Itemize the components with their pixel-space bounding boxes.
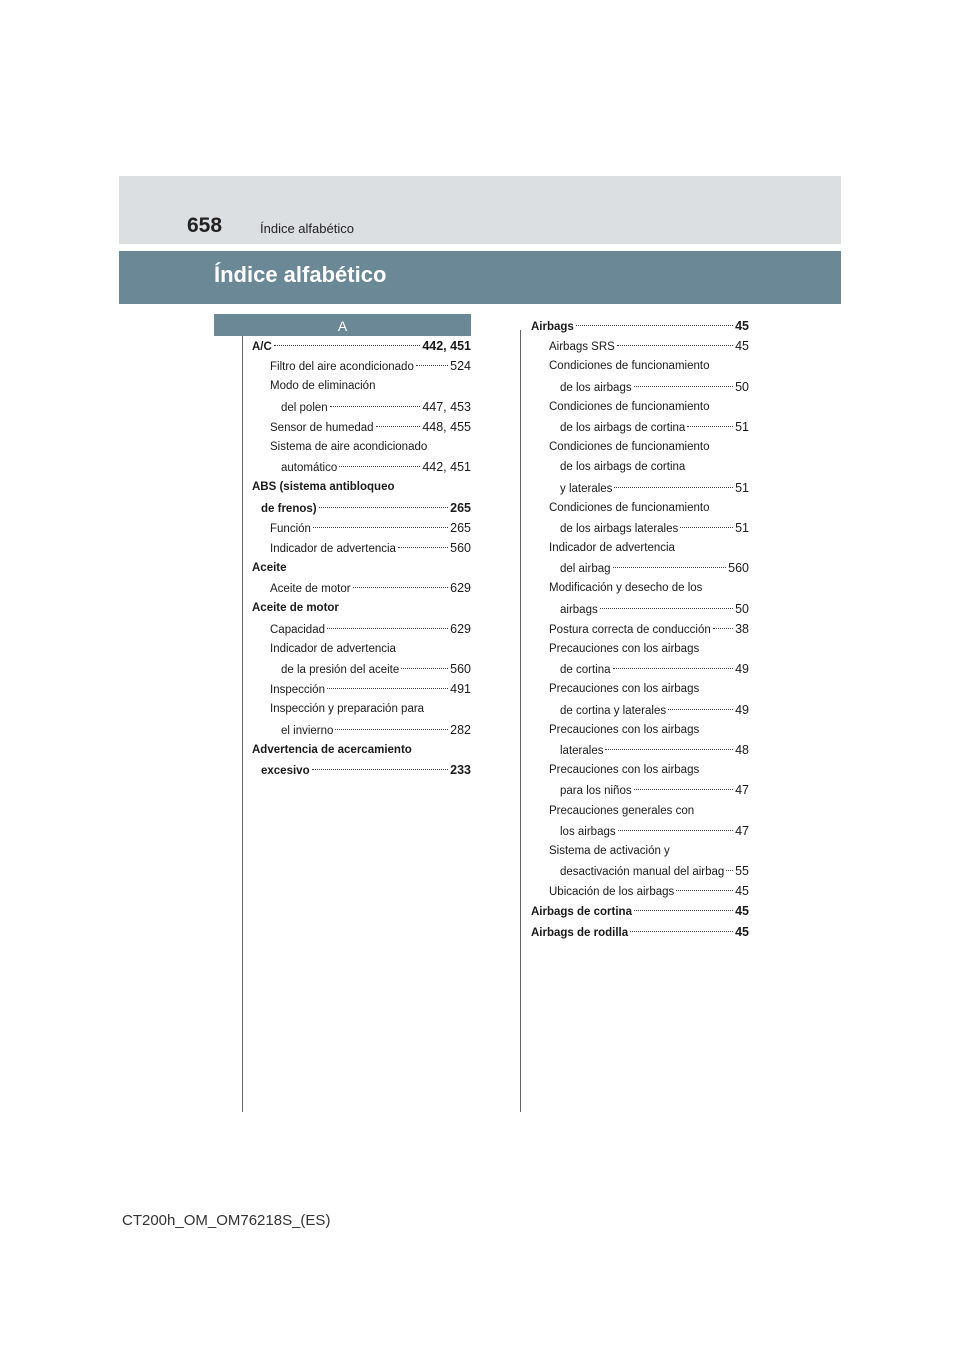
dot-leader <box>339 466 420 467</box>
index-entry <box>531 538 749 558</box>
dot-leader <box>614 487 733 488</box>
index-entry-term: Precauciones con los airbags <box>549 764 700 777</box>
dot-leader <box>398 547 448 548</box>
dot-leader <box>401 668 448 669</box>
dot-leader <box>713 628 733 629</box>
index-entry-term: Inspección y preparación para <box>270 703 425 716</box>
dot-leader <box>274 345 421 346</box>
page-title: Índice alfabético <box>214 262 387 287</box>
page-number: 658 <box>187 214 223 237</box>
dot-leader <box>618 830 733 831</box>
index-entry <box>531 821 749 841</box>
index-entry-page: 47 <box>735 783 749 798</box>
index-entry <box>252 356 471 376</box>
index-entry-page: 50 <box>735 379 749 394</box>
index-entry-page: 48 <box>735 742 749 757</box>
index-entry-page: 49 <box>735 702 749 717</box>
index-entry <box>252 740 471 760</box>
index-entry <box>252 558 471 578</box>
header-band <box>119 176 841 244</box>
index-entry-term: Precauciones generales con <box>549 804 695 817</box>
index-entry-term: Función <box>270 522 311 535</box>
index-entry-page: 524 <box>450 359 471 374</box>
index-entry-page: 442, 451 <box>422 339 471 353</box>
index-entry <box>531 397 749 417</box>
index-entry <box>252 477 471 497</box>
dot-leader <box>687 426 733 427</box>
index-entry-term: Modificación y desecho de los <box>549 582 703 595</box>
dot-leader <box>327 628 448 629</box>
dot-leader <box>313 527 448 528</box>
index-entry <box>252 639 471 659</box>
right-column-rule <box>520 330 521 1112</box>
index-entry-term: Condiciones de funcionamiento <box>549 400 710 413</box>
index-entry-term: Airbags <box>531 321 574 333</box>
index-entry-page: 447, 453 <box>422 399 471 414</box>
index-entry <box>252 437 471 457</box>
right-index-column <box>531 316 749 942</box>
index-entry <box>252 619 471 639</box>
dot-leader <box>319 507 449 508</box>
index-entry-page: 45 <box>735 319 749 333</box>
index-entry-term: Condiciones de funcionamiento <box>549 441 710 454</box>
index-entry <box>252 417 471 437</box>
index-entry <box>531 619 749 639</box>
dot-leader <box>613 567 727 568</box>
index-entry-term: Indicador de advertencia <box>549 542 675 555</box>
index-entry-page: 560 <box>450 662 471 676</box>
dot-leader <box>327 688 448 689</box>
index-entry <box>252 699 471 719</box>
index-entry-page: 629 <box>450 581 471 596</box>
index-entry-page: 233 <box>450 762 471 777</box>
index-entry <box>531 316 749 336</box>
index-entry-page: 49 <box>735 662 749 677</box>
index-entry-term: de cortina <box>560 664 611 677</box>
left-column-rule <box>242 330 243 1112</box>
dot-leader <box>680 527 733 528</box>
index-entry <box>531 659 749 679</box>
dot-leader <box>330 406 421 407</box>
index-entry <box>531 437 749 457</box>
index-entry-term: excesivo <box>261 764 310 777</box>
index-entry-page: 560 <box>450 540 471 555</box>
index-entry <box>531 599 749 619</box>
index-entry-page: 45 <box>735 924 749 939</box>
index-entry <box>531 417 749 437</box>
dot-leader <box>634 910 733 911</box>
index-entry-page: 45 <box>735 904 749 919</box>
index-entry-term: Postura correcta de conducción <box>549 623 711 636</box>
dot-leader <box>376 426 421 427</box>
dot-leader <box>605 749 733 750</box>
index-entry <box>531 558 749 578</box>
index-entry-term: del polen <box>281 401 328 414</box>
index-entry <box>531 578 749 598</box>
index-entry <box>252 518 471 538</box>
index-entry <box>531 336 749 356</box>
index-entry-page: 45 <box>735 339 749 354</box>
index-entry-page: 55 <box>735 864 749 879</box>
index-entry <box>252 498 471 518</box>
left-index-column <box>252 336 471 780</box>
index-entry-term: de los airbags laterales <box>560 522 679 535</box>
index-entry-page: 629 <box>450 621 471 636</box>
index-entry-term: Ubicación de los airbags <box>549 886 675 899</box>
index-entry-term: Filtro del aire acondicionado <box>270 361 414 374</box>
index-entry <box>531 639 749 659</box>
index-entry-page: 560 <box>728 561 749 576</box>
index-entry <box>252 538 471 558</box>
index-entry-term: Indicador de advertencia <box>270 542 396 555</box>
dot-leader <box>676 890 733 891</box>
index-entry-term: Aceite <box>252 562 287 575</box>
index-entry-page: 50 <box>735 601 749 616</box>
index-entry-term: Airbags de rodilla <box>531 926 629 939</box>
index-entry-term: el invierno <box>281 724 334 737</box>
index-entry <box>531 881 749 901</box>
index-entry-page: 265 <box>450 520 471 535</box>
index-entry-term: automático <box>281 462 338 475</box>
index-entry-page: 491 <box>450 682 471 697</box>
index-entry <box>252 397 471 417</box>
dot-leader <box>726 870 733 871</box>
index-entry <box>252 457 471 477</box>
index-entry-page: 47 <box>735 823 749 838</box>
index-entry <box>531 356 749 376</box>
index-entry <box>531 478 749 498</box>
index-entry <box>531 801 749 821</box>
index-entry-term: Aceite de motor <box>270 583 351 596</box>
index-entry-term: de la presión del aceite <box>281 664 400 676</box>
index-entry-term: Advertencia de acercamiento <box>252 743 412 756</box>
index-entry <box>531 841 749 861</box>
index-entry-term: Airbags SRS <box>549 341 615 354</box>
dot-leader <box>335 729 448 730</box>
index-entry-term: Condiciones de funcionamiento <box>549 501 710 514</box>
index-entry <box>252 376 471 396</box>
index-entry-page: 45 <box>735 884 749 899</box>
index-entry <box>531 377 749 397</box>
index-entry-term: para los niños <box>560 785 632 798</box>
index-entry-term: Indicador de advertencia <box>270 642 396 655</box>
index-entry-term: del airbag <box>560 563 611 576</box>
index-entry-term: Capacidad <box>270 623 325 636</box>
index-entry-term: Condiciones de funcionamiento <box>549 360 710 373</box>
index-entry-term: Precauciones con los airbags <box>549 683 700 696</box>
index-entry-term: y laterales <box>560 482 613 495</box>
index-entry-term: de los airbags de cortina <box>560 421 686 434</box>
index-entry-term: airbags <box>560 603 598 616</box>
dot-leader <box>613 668 734 669</box>
index-entry-term: Sensor de humedad <box>270 421 374 434</box>
dot-leader <box>630 931 733 932</box>
running-title: Índice alfabético <box>260 221 354 236</box>
index-entry-page: 51 <box>735 520 749 535</box>
index-entry <box>531 498 749 518</box>
index-entry <box>531 922 749 942</box>
dot-leader <box>600 608 733 609</box>
index-entry-term: Modo de eliminación <box>270 380 376 393</box>
index-entry-page: 265 <box>450 500 471 515</box>
index-entry <box>531 720 749 740</box>
index-entry-term: Aceite de motor <box>252 602 339 615</box>
index-entry-page: 51 <box>735 419 749 434</box>
index-entry <box>531 861 749 881</box>
index-entry <box>531 700 749 720</box>
index-entry-term: Inspección <box>270 684 325 697</box>
index-entry-term: de los airbags <box>560 381 632 394</box>
index-entry-term: de los airbags de cortina <box>560 461 686 474</box>
index-entry <box>531 760 749 780</box>
index-entry-page: 448, 455 <box>422 419 471 434</box>
dot-leader <box>312 769 449 770</box>
index-entry <box>252 679 471 699</box>
index-entry <box>531 740 749 760</box>
index-entry-term: ABS (sistema antibloqueo <box>252 481 395 494</box>
index-entry-term: Airbags de cortina <box>531 906 632 919</box>
dot-leader <box>668 709 733 710</box>
index-entry-term: laterales <box>560 744 604 757</box>
index-entry <box>531 780 749 800</box>
dot-leader <box>634 789 733 790</box>
index-entry <box>252 659 471 679</box>
index-entry <box>531 457 749 477</box>
index-entry <box>252 720 471 740</box>
index-entry-term: A/C <box>252 341 272 353</box>
dot-leader <box>634 386 733 387</box>
index-entry-page: 442, 451 <box>422 460 471 475</box>
index-entry-term: de cortina y laterales <box>560 704 667 717</box>
dot-leader <box>353 587 449 588</box>
index-entry-term: los airbags <box>560 825 616 838</box>
index-entry <box>252 336 471 356</box>
dot-leader <box>617 345 733 346</box>
index-entry-page: 51 <box>735 480 749 495</box>
index-entry-term: Sistema de aire acondicionado <box>270 440 428 453</box>
index-entry-term: desactivación manual del airbag <box>560 866 725 879</box>
section-letter-a: A <box>214 314 471 336</box>
index-entry-page: 38 <box>735 621 749 636</box>
index-entry <box>531 901 749 921</box>
index-entry-term: Sistema de activación y <box>549 844 670 857</box>
index-entry <box>252 760 471 780</box>
index-entry <box>252 598 471 618</box>
index-entry <box>531 518 749 538</box>
index-entry-term: Precauciones con los airbags <box>549 723 700 736</box>
index-entry <box>252 578 471 598</box>
dot-leader <box>576 325 733 326</box>
index-entry-page: 282 <box>450 722 471 737</box>
document-code: CT200h_OM_OM76218S_(ES) <box>122 1212 331 1229</box>
index-entry <box>531 679 749 699</box>
dot-leader <box>416 365 448 366</box>
index-entry-term: de frenos) <box>261 502 317 515</box>
index-entry-term: Precauciones con los airbags <box>549 643 700 655</box>
